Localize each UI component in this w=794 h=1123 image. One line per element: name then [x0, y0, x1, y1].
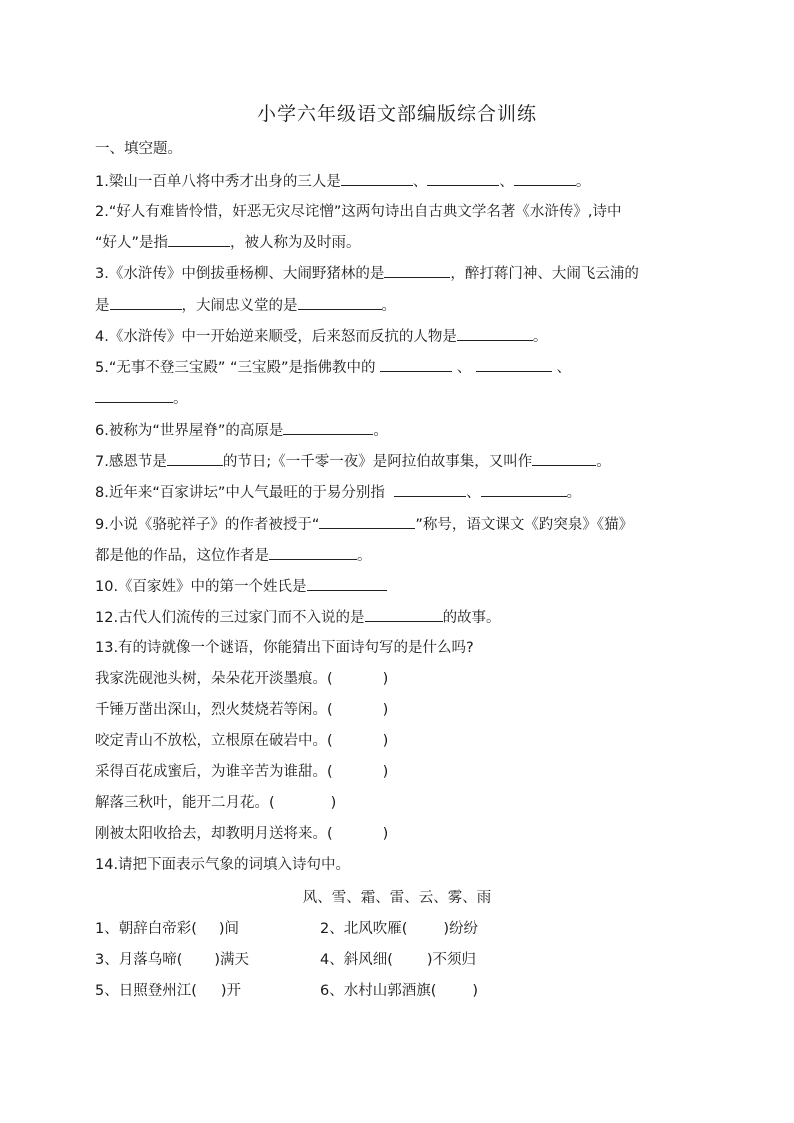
- question-3-line-1: [95, 263, 705, 284]
- poem-fill-1: [95, 917, 239, 938]
- q1-blank-1[interactable]: [341, 171, 413, 186]
- paren-close: ): [382, 826, 389, 842]
- poem-text: 2、北风吹雁(: [320, 921, 408, 937]
- riddle-item: [95, 700, 705, 720]
- weather-word-bank: 风、雪、霜、雷、云、雾、雨: [302, 890, 492, 906]
- paren-close: ): [382, 702, 389, 718]
- poem-text: 5、日照登州江(: [95, 983, 197, 999]
- question-4: [95, 326, 705, 347]
- paren-close: ): [382, 733, 389, 749]
- q5-text: 5.“无事不登三宝殿” “三宝殿”是指佛教中的: [95, 360, 376, 376]
- q4-text: 4.《水浒传》中一开始逆来顺受，后来怒而反抗的人物是: [95, 329, 457, 345]
- q9-text: ”称号，语文课文《趵突泉》《猫》: [415, 517, 634, 533]
- q9-blank-1[interactable]: [319, 514, 415, 529]
- question-12: [95, 607, 705, 628]
- q3-text: ，大闹忠义堂的是: [181, 298, 298, 314]
- q9-text: 9.小说《骆驼祥子》的作者被授于“: [95, 517, 320, 533]
- q3-text: 是: [95, 298, 110, 314]
- riddle-text: 千锤万凿出深山，烈火焚烧若等闲。(: [95, 702, 333, 718]
- q4-blank[interactable]: [457, 326, 533, 341]
- q1-sep: 、: [499, 174, 514, 190]
- poem-text-end: )间: [218, 921, 240, 937]
- q3-end: 。: [381, 298, 396, 314]
- question-9-line-2: [95, 545, 705, 566]
- page-title: 小学六年级语文部编版综合训练: [256, 103, 537, 125]
- q5-sep: 、: [456, 360, 472, 376]
- riddle-item: [95, 731, 705, 751]
- q1-text: 1.梁山一百单八将中秀才出身的三人是: [95, 174, 341, 190]
- poem-text: 1、朝辞白帝彩(: [95, 921, 197, 937]
- riddle-item: [95, 793, 705, 813]
- q8-end: 。: [566, 485, 582, 501]
- riddle-text: 解落三秋叶，能开二月花。(: [95, 795, 275, 811]
- poem-text-end: )满天: [214, 952, 250, 968]
- q4-end: 。: [532, 329, 548, 345]
- q6-end: 。: [373, 423, 388, 439]
- riddle-text: 刚被太阳收拾去，却教明月送将来。(: [95, 826, 333, 842]
- question-8: [95, 482, 705, 503]
- paren-close: ): [330, 795, 337, 811]
- q3-blank-3[interactable]: [298, 295, 382, 310]
- poem-text: 3、月落乌啼(: [95, 952, 183, 968]
- q7-blank-1[interactable]: [167, 451, 223, 466]
- question-5: [95, 357, 705, 378]
- q9-blank-2[interactable]: [269, 545, 357, 560]
- q5-sep: 、: [556, 360, 571, 376]
- q9-text: 都是他的作品，这位作者是: [95, 548, 269, 564]
- poem-fill-2: [320, 917, 478, 938]
- poem-text: 6、水村山郭酒旗(: [320, 983, 437, 999]
- paren-close: ): [382, 671, 389, 687]
- riddle-text: 采得百花成蜜后，为谁辛苦为谁甜。(: [95, 764, 333, 780]
- q8-blank-2[interactable]: [481, 482, 567, 497]
- question-7: [95, 451, 705, 472]
- poem-text-end: )纷纷: [443, 921, 479, 937]
- q3-blank-1[interactable]: [384, 263, 450, 278]
- riddle-text: 我家洗砚池头树，朵朵花开淡墨痕。(: [95, 671, 333, 687]
- q12-text: 12.古代人们流传的三过家门而不入说的是: [95, 610, 365, 626]
- q1-blank-2[interactable]: [427, 171, 499, 186]
- q6-blank[interactable]: [283, 420, 373, 435]
- q12-text-end: 的故事。: [442, 610, 501, 626]
- riddle-text: 咬定青山不放松，立根原在破岩中。(: [95, 733, 333, 749]
- q2-text: “好人”是指: [95, 235, 169, 251]
- question-2-line-2: [95, 232, 705, 253]
- q5-end: 。: [173, 391, 188, 407]
- riddle-item: [95, 762, 705, 782]
- q12-blank[interactable]: [365, 607, 443, 622]
- q9-end: 。: [357, 548, 372, 564]
- paren-close: ): [382, 764, 389, 780]
- question-5-cont: [95, 388, 705, 409]
- question-2-line-1: 2.“好人有难皆怜惜，奸恶无灾尽诧憎”这两句诗出自古典文学名著《水浒传》,诗中: [95, 204, 622, 220]
- q5-blank-3[interactable]: [95, 388, 173, 403]
- q10-blank[interactable]: [307, 576, 387, 591]
- question-3-line-2: [95, 295, 705, 316]
- poem-text-end: )不须归: [426, 952, 477, 968]
- poem-text-end: ): [472, 983, 479, 999]
- question-14: 14.请把下面表示气象的词填入诗句中。: [95, 857, 351, 873]
- poem-fill-3: [95, 948, 249, 969]
- poem-text: 4、斜风细(: [320, 952, 393, 968]
- q7-text: 7.感恩节是: [95, 454, 167, 470]
- question-1: [95, 171, 705, 192]
- poem-fill-4: [320, 948, 476, 969]
- q2-text-end: ，被人称为及时雨。: [230, 235, 361, 251]
- q1-sep: 、: [412, 174, 428, 190]
- question-13: 13.有的诗就像一个谜语，你能猜出下面诗句写的是什么吗?: [95, 640, 474, 656]
- poem-fill-5: [95, 979, 241, 1000]
- question-9-line-1: [95, 514, 705, 535]
- poem-text-end: )开: [220, 983, 242, 999]
- q7-blank-2[interactable]: [532, 451, 596, 466]
- poem-fill-6: [320, 979, 478, 1000]
- q2-blank[interactable]: [168, 232, 230, 247]
- q3-text: ，醉打蒋门神、大闹飞云浦的: [450, 266, 639, 282]
- q8-text: 8.近年来“百家讲坛”中人气最旺的于易分别指: [95, 485, 385, 501]
- q8-blank-1[interactable]: [394, 482, 466, 497]
- question-10: [95, 576, 705, 597]
- q7-text: 的节日;《一千零一夜》是阿拉伯故事集，又叫作: [222, 454, 533, 470]
- q1-end: 。: [575, 174, 591, 190]
- q6-text: 6.被称为“世界屋脊”的高原是: [95, 423, 284, 439]
- q3-text: 3.《水浒传》中倒拔垂杨柳、大闹野猪林的是: [95, 266, 385, 282]
- riddle-item: [95, 669, 705, 689]
- q3-blank-2[interactable]: [110, 295, 182, 310]
- q5-blank-2[interactable]: [476, 357, 552, 372]
- q1-blank-3[interactable]: [514, 171, 576, 186]
- question-6: [95, 420, 705, 441]
- section-heading: 一、填空题。: [95, 141, 182, 157]
- q5-blank-1[interactable]: [380, 357, 452, 372]
- q10-text: 10.《百家姓》中的第一个姓氏是: [95, 579, 307, 595]
- riddle-item: [95, 824, 705, 844]
- q8-sep: 、: [466, 485, 481, 501]
- q7-end: 。: [596, 454, 611, 470]
